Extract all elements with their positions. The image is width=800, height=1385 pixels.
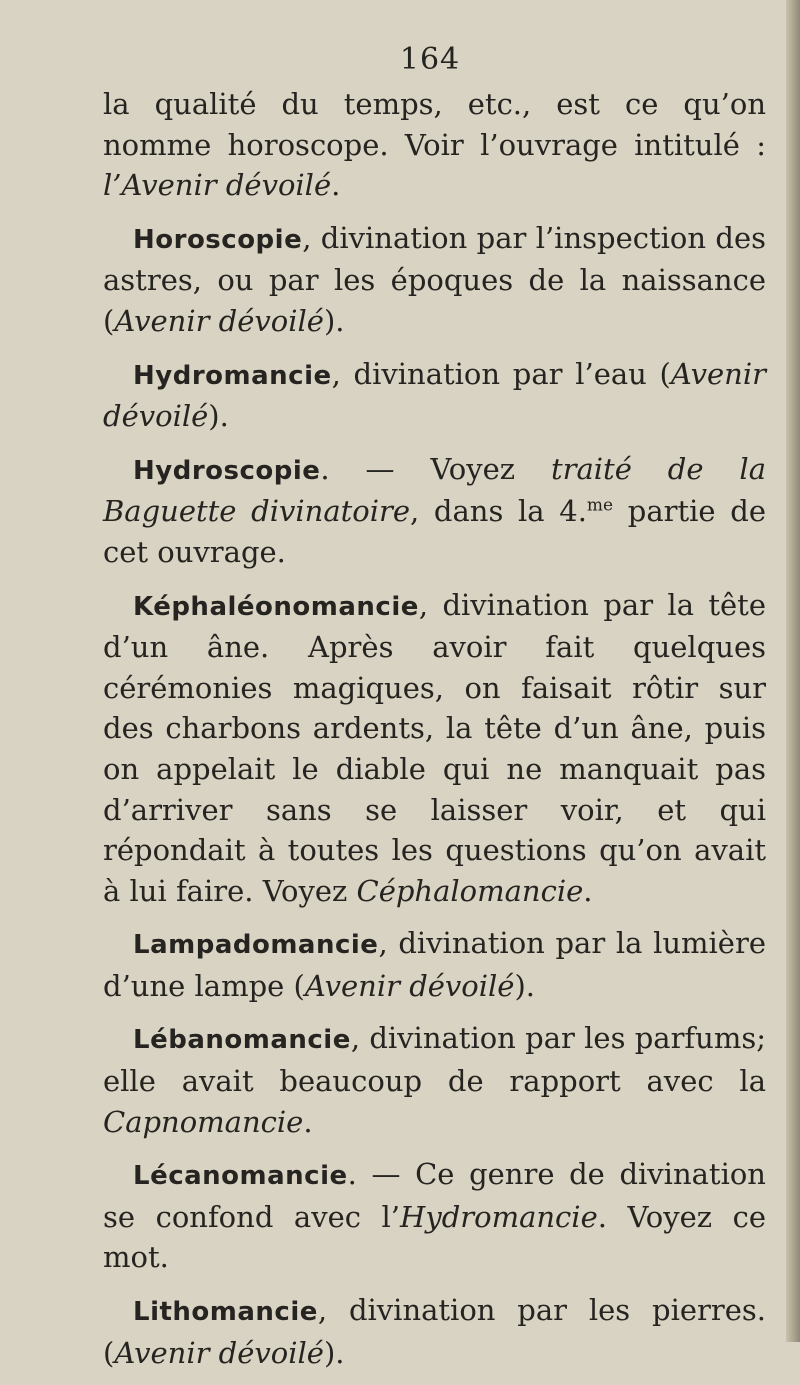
entry-headword: Hydromancie [133, 360, 332, 391]
entry-italic-reference: Hydromancie [400, 1199, 598, 1234]
entry-horoscope-continuation [103, 84, 766, 206]
entry-headword: Lébanomancie [133, 1025, 351, 1056]
entry-headword: Lécanomancie [133, 1161, 348, 1192]
entry-text: , divination par la lumière d’une lampe ( [103, 926, 766, 1003]
entry-italic-reference: traité de la Baguette divinatoire [103, 451, 766, 529]
entry-text: ). [323, 303, 345, 338]
entry-italic-reference: Avenir dévoilé [103, 356, 766, 434]
entry-headword: Hydroscopie [133, 455, 321, 486]
entry-italic-reference: Avenir dévoilé [114, 303, 324, 338]
entry-lecanomancie [103, 1154, 766, 1278]
entry-text: , divination par les parfums; elle avait beaucoup de rapport avec la [103, 1021, 766, 1099]
entry-superscript: me [586, 495, 614, 516]
entry-headword: Lampadomancie [133, 930, 379, 961]
entry-text: , dans la 4. [410, 494, 587, 529]
entry-text: ). [514, 968, 536, 1003]
entry-text: , divination par les pierres. ( [103, 1293, 766, 1370]
entry-lampadomancie [103, 923, 766, 1006]
entry-headword: Képhaléonomancie [133, 591, 419, 622]
entry-headword: Horoscopie [133, 224, 303, 255]
entry-text: . — Voyez [320, 451, 551, 486]
entry-hydromancie [103, 354, 766, 437]
entry-text: . [583, 873, 593, 908]
entry-italic-reference: Céphalomancie [356, 873, 584, 908]
entry-text: . [331, 168, 341, 203]
entry-horoscopie [103, 218, 766, 342]
entry-hydroscopie [103, 449, 766, 573]
entry-italic-reference: Avenir dévoilé [304, 968, 515, 1003]
entry-text: , divination par la tête d’un âne. Après avoir fait quelques cérémonies magiques, on faisait rôtir sur des charbons ardents, la tête d’un âne, puis on appelait le diable qui ne manquait pas d’arriver sans se laisser voir, et qui répondait à toutes les questions qu’on avait à lui faire. Voyez [103, 587, 766, 908]
page-edge [786, 0, 800, 1342]
entry-italic-reference: Avenir dévoilé [114, 1335, 324, 1370]
entry-text: . — Ce genre de divination se confond avec l’ [103, 1157, 766, 1234]
entry-text: . Voyez ce mot. [103, 1199, 766, 1275]
page-number: 164 [399, 42, 461, 77]
entry-text: . [303, 1104, 313, 1139]
entry-text: , divination par l’eau ( [331, 356, 671, 391]
entry-headword: Lithomancie [133, 1297, 318, 1328]
page-text [103, 84, 766, 1385]
entry-text: ). [323, 1335, 345, 1370]
entry-text: , divination par l’inspection des astres, ou par les époques de la naissance ( [103, 220, 766, 338]
entry-text: ). [208, 399, 229, 434]
entry-kephaleonomancie [103, 585, 766, 912]
entry-italic-reference: l’Avenir dévoilé [103, 168, 332, 203]
entry-text: partie de cet ouvrage. [103, 494, 766, 569]
entry-text: la qualité du temps, etc., est ce qu’on nomme horoscope. Voir l’ouvrage intitulé : [103, 87, 766, 162]
entry-lithomancie [103, 1290, 766, 1373]
entry-italic-reference: Capnomancie [103, 1104, 304, 1139]
entry-lebanomancie [103, 1018, 766, 1142]
